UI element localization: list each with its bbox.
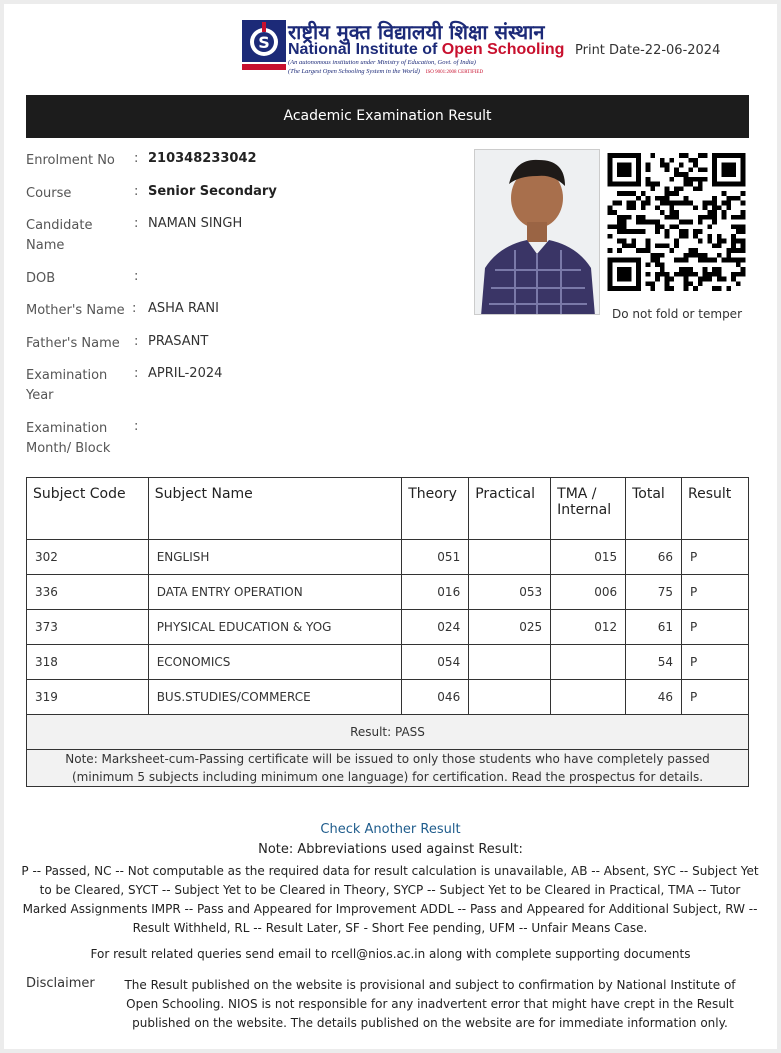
- qr-code-icon: [607, 153, 746, 291]
- subject-result: P: [682, 575, 749, 610]
- dob-label: DOB: [26, 271, 56, 286]
- col-theory: Theory: [402, 478, 469, 540]
- page-title: Academic Examination Result: [26, 95, 749, 138]
- tma-marks: 012: [551, 610, 626, 645]
- person-icon: [475, 150, 600, 315]
- theory-marks: 046: [402, 680, 469, 715]
- enrolment-label: Enrolment No: [26, 153, 115, 168]
- total-marks: 75: [626, 575, 682, 610]
- tma-marks: 006: [551, 575, 626, 610]
- subject-name: BUS.STUDIES/COMMERCE: [148, 680, 402, 715]
- theory-marks: 054: [402, 645, 469, 680]
- org-tagline: [288, 68, 483, 75]
- candidate-name-value: NAMAN SINGH: [148, 216, 243, 231]
- iso-badge: ISO 9001:2008 CERTIFIED: [425, 70, 484, 75]
- col-practical: Practical: [469, 478, 551, 540]
- practical-marks: 053: [469, 575, 551, 610]
- exam-month-label: Examination Month/ Block: [26, 421, 111, 456]
- table-row: [27, 540, 749, 575]
- subject-result: P: [682, 610, 749, 645]
- subject-code: 336: [27, 575, 149, 610]
- subject-code: 373: [27, 610, 149, 645]
- org-hindi-name: राष्ट्रीय मुक्त विद्यालयी शिक्षा संस्थान: [288, 20, 545, 44]
- result-sheet: [4, 4, 777, 1049]
- theory-marks: 016: [402, 575, 469, 610]
- table-row: [27, 575, 749, 610]
- colon: :: [134, 419, 139, 434]
- colon: :: [134, 184, 139, 199]
- father-name-label: Father's Name: [26, 336, 120, 351]
- practical-marks: 025: [469, 610, 551, 645]
- subject-name: ECONOMICS: [148, 645, 402, 680]
- org-tagline-text: (The Largest Open Schooling System in the World): [288, 68, 420, 75]
- org-subtitle: (An autonomous institution under Ministry of Education, Govt. of India): [288, 59, 476, 66]
- tma-marks: [551, 680, 626, 715]
- practical-marks: [469, 645, 551, 680]
- subject-result: P: [682, 645, 749, 680]
- email-note: For result related queries send email to rcell@nios.ac.in along with complete supporting documents: [90, 947, 691, 961]
- org-name-part2: Open Schooling: [441, 41, 565, 58]
- subject-result: P: [682, 680, 749, 715]
- father-name-value: PRASANT: [148, 334, 209, 349]
- colon: :: [134, 151, 139, 166]
- course-value: Senior Secondary: [148, 184, 277, 199]
- tma-marks: [551, 645, 626, 680]
- tma-marks: 015: [551, 540, 626, 575]
- colon: :: [134, 269, 139, 284]
- total-marks: 54: [626, 645, 682, 680]
- subject-code: 302: [27, 540, 149, 575]
- total-marks: 46: [626, 680, 682, 715]
- colon: :: [134, 366, 139, 381]
- marks-table: [26, 477, 749, 787]
- col-result: Result: [682, 478, 749, 540]
- theory-marks: 051: [402, 540, 469, 575]
- enrolment-value: 210348233042: [148, 151, 257, 166]
- abbreviations-text: P -- Passed, NC -- Not computable as the required data for result calculation is unavailable, AB -- Absent, SYC -- Subject Yet to be Cleared, SYCT -- Subject Yet to be Cleared in Theory, SYCP -- Subject Yet to be Cleared in Practical, TMA -- Tutor Marked Assignments IMPR -- Pass and Appeared for Improvement ADDL -- Pass and Appeared for Additional Subject, RW -- Result Withheld, RL -- Result Later, SF - Short Fee pending, UFM -- Unfair Means Case.: [21, 864, 759, 935]
- mother-name-value: ASHA RANI: [148, 301, 219, 316]
- theory-marks: 024: [402, 610, 469, 645]
- disclaimer-label: Disclaimer: [26, 976, 95, 991]
- check-another-result-link[interactable]: Check Another Result: [320, 822, 461, 837]
- svg-text:S: S: [258, 33, 270, 52]
- colon: :: [132, 301, 137, 316]
- practical-marks: [469, 680, 551, 715]
- col-tma: TMA / Internal: [551, 478, 626, 540]
- org-name-part1: National Institute of: [288, 41, 442, 58]
- subject-name: PHYSICAL EDUCATION & YOG: [148, 610, 402, 645]
- table-row: [27, 610, 749, 645]
- subject-name: ENGLISH: [148, 540, 402, 575]
- abbreviations-heading: Note: Abbreviations used against Result:: [258, 842, 523, 857]
- overall-result: Result: PASS: [27, 715, 749, 750]
- subject-code: 318: [27, 645, 149, 680]
- col-subject-code: Subject Code: [27, 478, 149, 540]
- table-row: [27, 680, 749, 715]
- certificate-note-row: [27, 750, 749, 787]
- table-header-row: [27, 478, 749, 540]
- certificate-note: Note: Marksheet-cum-Passing certificate will be issued to only those students who have completely passed (minimum 5 subjects including minimum one language) for certification. Read the prospectus for details.: [27, 750, 749, 787]
- subject-code: 319: [27, 680, 149, 715]
- total-marks: 66: [626, 540, 682, 575]
- candidate-photo: [474, 149, 600, 315]
- print-date: Print Date-22-06-2024: [575, 43, 721, 58]
- nios-logo-icon: [242, 20, 286, 76]
- colon: :: [134, 334, 139, 349]
- fold-note: Do not fold or temper: [612, 307, 742, 321]
- total-marks: 61: [626, 610, 682, 645]
- practical-marks: [469, 540, 551, 575]
- table-row: [27, 645, 749, 680]
- subject-name: DATA ENTRY OPERATION: [148, 575, 402, 610]
- candidate-name-label: Candidate Name: [26, 218, 93, 253]
- org-name: [288, 41, 564, 59]
- subject-result: P: [682, 540, 749, 575]
- col-total: Total: [626, 478, 682, 540]
- overall-result-row: [27, 715, 749, 750]
- mother-name-label: Mother's Name: [26, 303, 125, 318]
- exam-year-value: APRIL-2024: [148, 366, 223, 381]
- disclaimer-text: The Result published on the website is provisional and subject to confirmation by National Institute of Open Schooling. NIOS is not responsible for any inadvertent error that might have crept in the Result published on the website. The details published on the website are for immediate information only.: [124, 978, 736, 1030]
- colon: :: [134, 216, 139, 231]
- course-label: Course: [26, 186, 72, 201]
- col-subject-name: Subject Name: [148, 478, 402, 540]
- exam-year-label: Examination Year: [26, 368, 108, 403]
